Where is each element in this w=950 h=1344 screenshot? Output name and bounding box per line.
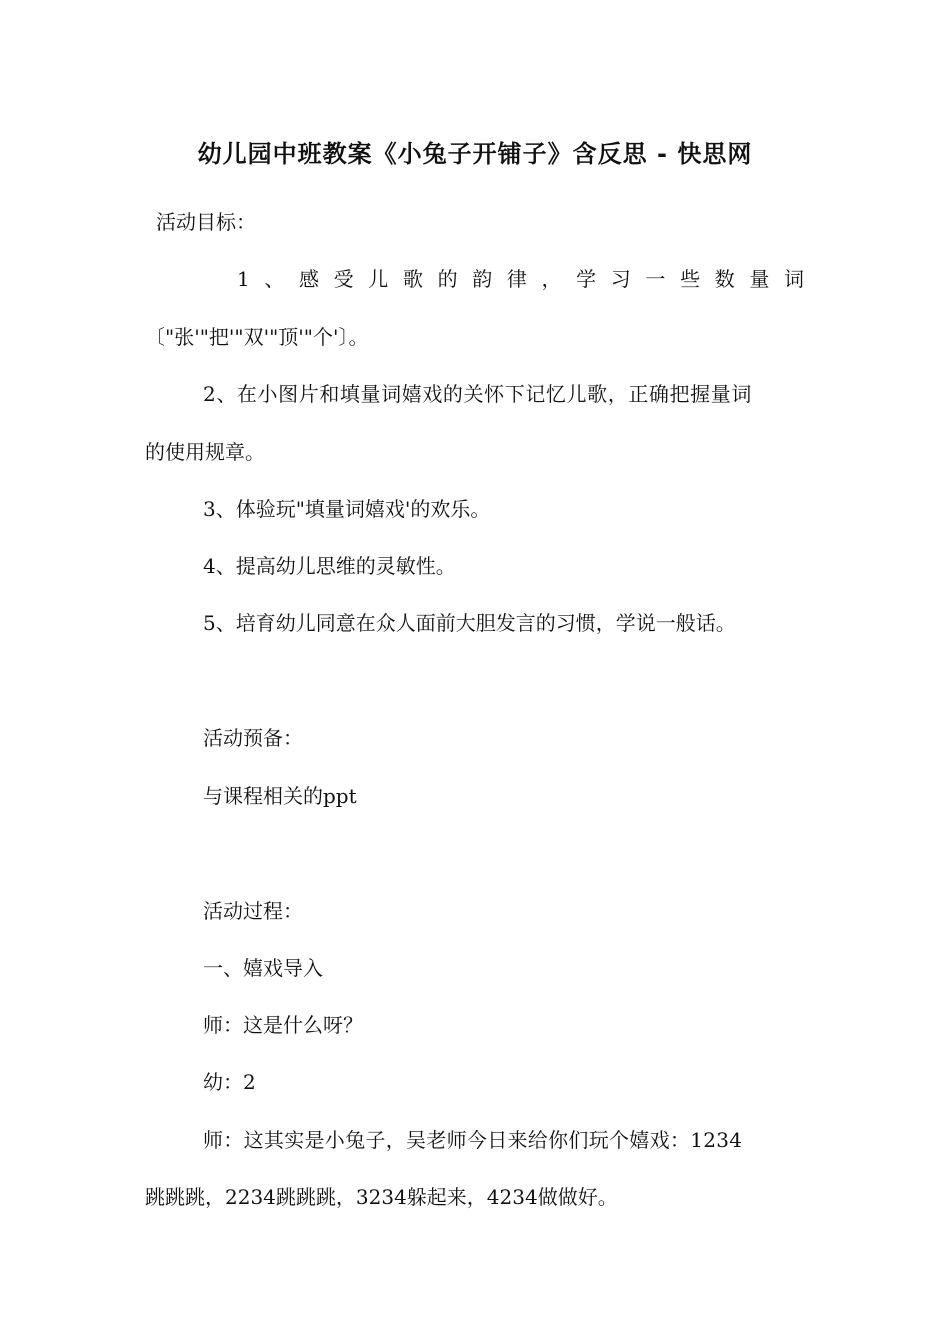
objective-5: 5、培育幼儿同意在众人面前大胆发言的习惯，学说一般话。 [203,611,736,635]
objective-1-char: 词 [783,267,804,291]
objective-1-char: 些 [680,267,701,291]
teacher-explanation-line-1: 师：这其实是小兔子，吴老师今日来给你们玩个嬉戏：1234 [203,1128,743,1152]
objective-1-line-2: 〔"张'"把'"双'"顶'"个'〕。 [145,325,369,349]
objective-1-char: 1 [237,267,250,291]
objective-1-char: 受 [333,267,354,291]
objective-1-char: ， [541,267,562,291]
process-heading: 活动过程： [203,899,303,923]
objective-1-char: 韵 [472,267,493,291]
objective-4: 4、提高幼儿思维的灵敏性。 [203,554,456,578]
step-1-heading: 一、嬉戏导入 [203,956,323,980]
objective-1-char: 学 [576,267,597,291]
teacher-question: 师：这是什么呀？ [203,1013,363,1037]
document-title: 幼儿园中班教案《小兔子开铺子》含反思 - 快思网 [197,140,753,168]
objective-1-line-1 [237,265,804,293]
objective-2-line-2: 的使用规章。 [145,440,265,464]
objective-1-char: 习 [610,267,631,291]
child-answer: 幼：2 [203,1070,256,1094]
objective-1-char: 儿 [368,267,389,291]
objectives-heading: 活动目标： [156,210,256,234]
objective-1-char: 的 [437,267,458,291]
objective-3: 3、体验玩"填量词嬉戏'的欢乐。 [203,497,491,521]
objective-1-char: 一 [645,267,666,291]
objective-1-char: 歌 [402,267,423,291]
preparation-item: 与课程相关的ppt [203,784,357,808]
preparation-heading: 活动预备： [203,726,303,750]
objective-1-char: 感 [299,267,320,291]
objective-1-char: 量 [749,267,770,291]
objective-1-char: 数 [714,267,735,291]
objective-2-line-1: 2、在小图片和填量词嬉戏的关怀下记忆儿歌，正确把握量词 [203,382,752,406]
objective-1-char: 、 [264,267,285,291]
objective-1-char: 律 [506,267,527,291]
teacher-explanation-line-2: 跳跳跳，2234跳跳跳，3234躲起来，4234做做好。 [145,1185,618,1209]
